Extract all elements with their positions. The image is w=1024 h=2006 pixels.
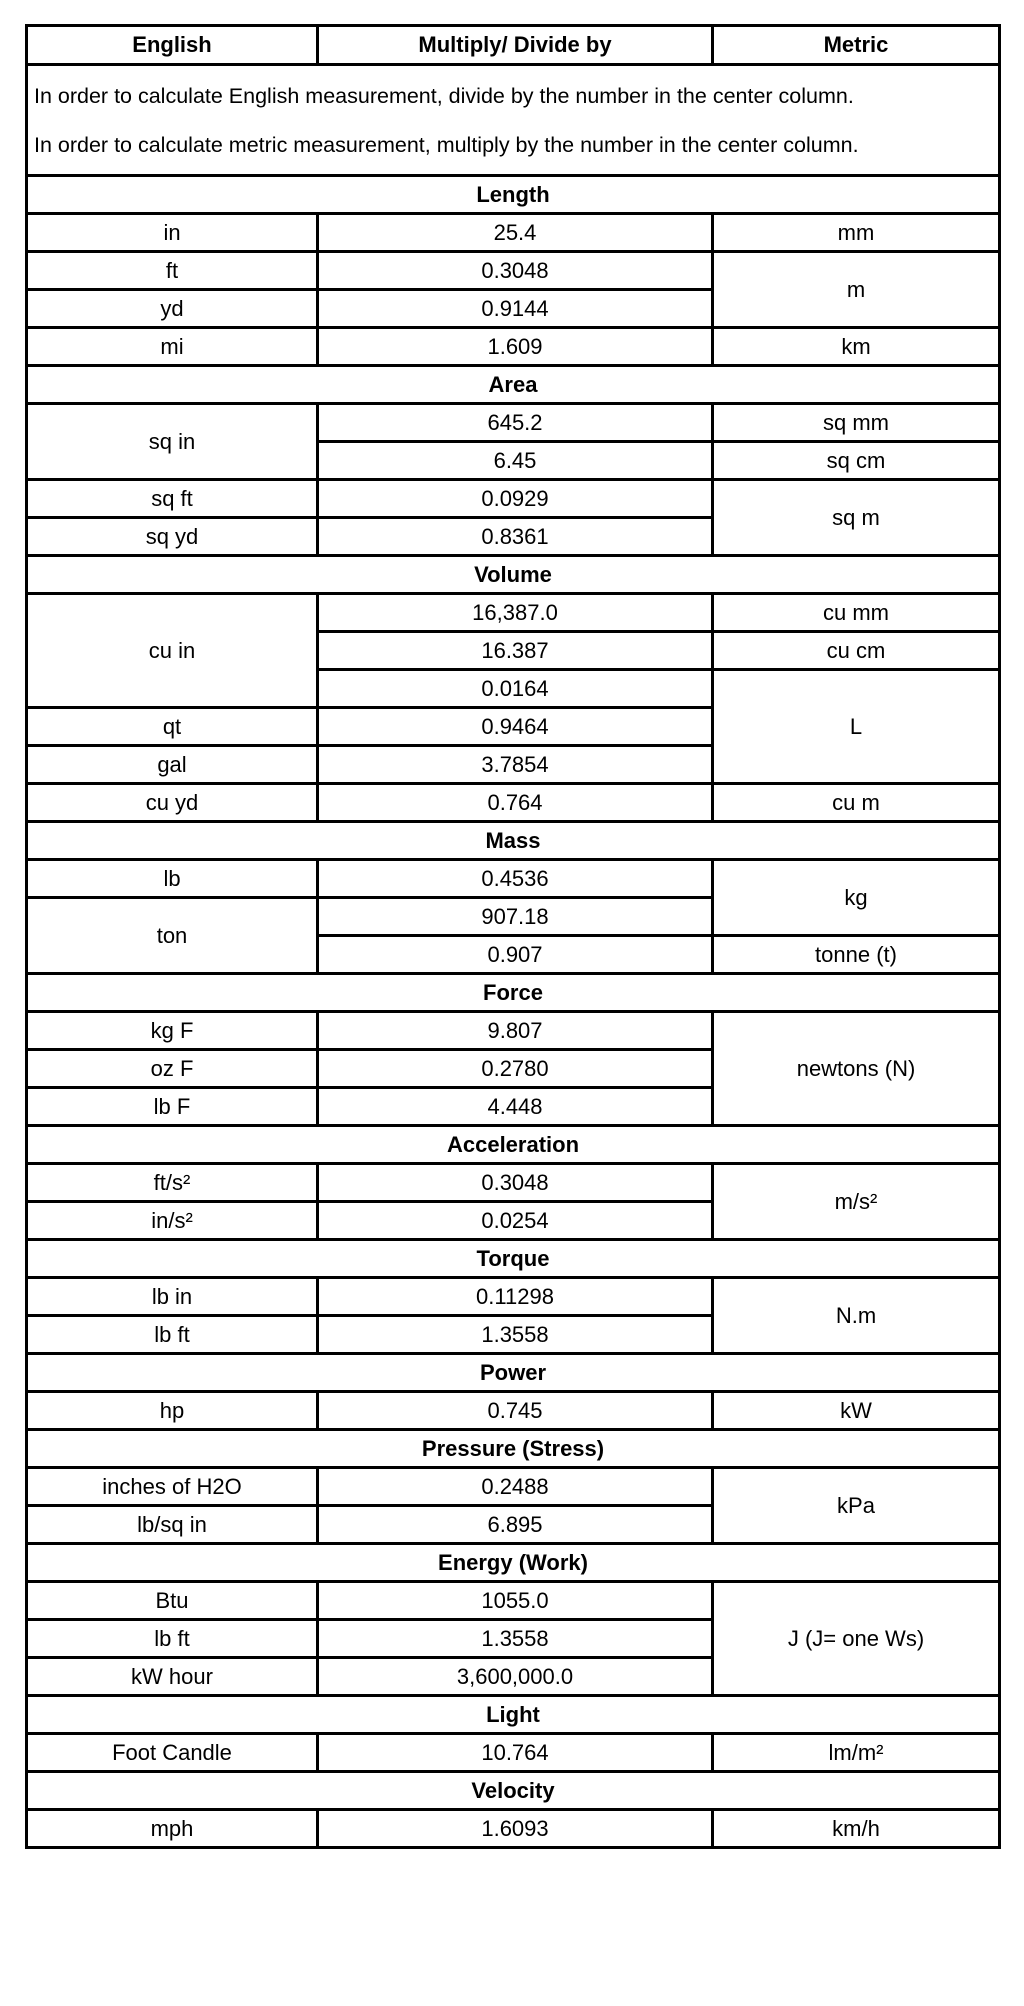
english-unit: oz F — [27, 1050, 318, 1088]
metric-unit: kW — [713, 1392, 1000, 1430]
factor: 25.4 — [318, 214, 713, 252]
factor: 3.7854 — [318, 746, 713, 784]
instruction-metric: In order to calculate metric measurement, multiply by the number in the center column. — [34, 132, 859, 157]
factor: 0.764 — [318, 784, 713, 822]
table-row — [27, 404, 1000, 442]
header-metric: Metric — [713, 26, 1000, 65]
section-pressure: Pressure (Stress) — [27, 1430, 1000, 1468]
metric-unit: km — [713, 328, 1000, 366]
english-unit: cu yd — [27, 784, 318, 822]
table-row — [27, 1582, 1000, 1620]
english-unit: cu in — [27, 594, 318, 708]
section-row — [27, 1240, 1000, 1278]
factor: 0.0929 — [318, 480, 713, 518]
factor: 1055.0 — [318, 1582, 713, 1620]
table-row — [27, 1278, 1000, 1316]
factor: 9.807 — [318, 1012, 713, 1050]
section-row — [27, 1696, 1000, 1734]
english-unit: lb in — [27, 1278, 318, 1316]
section-torque: Torque — [27, 1240, 1000, 1278]
metric-unit: sq m — [713, 480, 1000, 556]
conversion-table — [25, 24, 1001, 1849]
table-row — [27, 1734, 1000, 1772]
metric-unit: cu mm — [713, 594, 1000, 632]
english-unit: kW hour — [27, 1658, 318, 1696]
factor: 0.2488 — [318, 1468, 713, 1506]
metric-unit: mm — [713, 214, 1000, 252]
section-force: Force — [27, 974, 1000, 1012]
factor: 0.4536 — [318, 860, 713, 898]
metric-unit: sq cm — [713, 442, 1000, 480]
factor: 0.8361 — [318, 518, 713, 556]
metric-unit: J (J= one Ws) — [713, 1582, 1000, 1696]
header-english: English — [27, 26, 318, 65]
factor: 0.907 — [318, 936, 713, 974]
factor: 4.448 — [318, 1088, 713, 1126]
section-row — [27, 176, 1000, 214]
factor: 6.45 — [318, 442, 713, 480]
english-unit: lb ft — [27, 1620, 318, 1658]
table-row — [27, 252, 1000, 290]
factor: 0.9464 — [318, 708, 713, 746]
metric-unit: cu m — [713, 784, 1000, 822]
metric-unit: lm/m² — [713, 1734, 1000, 1772]
english-unit: gal — [27, 746, 318, 784]
section-row — [27, 974, 1000, 1012]
section-row — [27, 1430, 1000, 1468]
factor: 0.3048 — [318, 252, 713, 290]
english-unit: lb F — [27, 1088, 318, 1126]
factor: 16.387 — [318, 632, 713, 670]
table-row — [27, 1392, 1000, 1430]
table-row — [27, 1164, 1000, 1202]
section-area: Area — [27, 366, 1000, 404]
section-acceleration: Acceleration — [27, 1126, 1000, 1164]
factor: 10.764 — [318, 1734, 713, 1772]
factor: 3,600,000.0 — [318, 1658, 713, 1696]
table-row — [27, 1012, 1000, 1050]
metric-unit: km/h — [713, 1810, 1000, 1848]
metric-unit: newtons (N) — [713, 1012, 1000, 1126]
instructions — [27, 65, 1000, 176]
factor: 0.11298 — [318, 1278, 713, 1316]
metric-unit: L — [713, 670, 1000, 784]
factor: 0.745 — [318, 1392, 713, 1430]
table-row — [27, 1810, 1000, 1848]
section-light: Light — [27, 1696, 1000, 1734]
english-unit: lb — [27, 860, 318, 898]
english-unit: yd — [27, 290, 318, 328]
table-row — [27, 594, 1000, 632]
section-row — [27, 366, 1000, 404]
factor: 6.895 — [318, 1506, 713, 1544]
factor: 16,387.0 — [318, 594, 713, 632]
english-unit: sq in — [27, 404, 318, 480]
section-row — [27, 1354, 1000, 1392]
section-row — [27, 1544, 1000, 1582]
factor: 0.2780 — [318, 1050, 713, 1088]
section-energy: Energy (Work) — [27, 1544, 1000, 1582]
section-row — [27, 1772, 1000, 1810]
section-row — [27, 556, 1000, 594]
english-unit: hp — [27, 1392, 318, 1430]
factor: 1.3558 — [318, 1316, 713, 1354]
factor: 1.6093 — [318, 1810, 713, 1848]
english-unit: Foot Candle — [27, 1734, 318, 1772]
english-unit: inches of H2O — [27, 1468, 318, 1506]
english-unit: ft/s² — [27, 1164, 318, 1202]
metric-unit: kg — [713, 860, 1000, 936]
metric-unit: N.m — [713, 1278, 1000, 1354]
section-row — [27, 822, 1000, 860]
factor: 0.3048 — [318, 1164, 713, 1202]
metric-unit: cu cm — [713, 632, 1000, 670]
english-unit: lb/sq in — [27, 1506, 318, 1544]
metric-unit: tonne (t) — [713, 936, 1000, 974]
table-row — [27, 480, 1000, 518]
metric-unit: sq mm — [713, 404, 1000, 442]
factor: 0.9144 — [318, 290, 713, 328]
factor: 0.0254 — [318, 1202, 713, 1240]
table-row — [27, 1468, 1000, 1506]
factor: 0.0164 — [318, 670, 713, 708]
english-unit: sq yd — [27, 518, 318, 556]
english-unit: in/s² — [27, 1202, 318, 1240]
instruction-english: In order to calculate English measurement, divide by the number in the center column. — [34, 83, 854, 108]
section-velocity: Velocity — [27, 1772, 1000, 1810]
table-row — [27, 328, 1000, 366]
header-factor: Multiply/ Divide by — [318, 26, 713, 65]
table-row — [27, 860, 1000, 898]
section-volume: Volume — [27, 556, 1000, 594]
metric-unit: m/s² — [713, 1164, 1000, 1240]
section-power: Power — [27, 1354, 1000, 1392]
english-unit: ft — [27, 252, 318, 290]
table-row — [27, 784, 1000, 822]
factor: 907.18 — [318, 898, 713, 936]
english-unit: qt — [27, 708, 318, 746]
header-row — [27, 26, 1000, 65]
english-unit: ton — [27, 898, 318, 974]
section-row — [27, 1126, 1000, 1164]
english-unit: sq ft — [27, 480, 318, 518]
table-row — [27, 214, 1000, 252]
section-length: Length — [27, 176, 1000, 214]
english-unit: mph — [27, 1810, 318, 1848]
factor: 645.2 — [318, 404, 713, 442]
english-unit: kg F — [27, 1012, 318, 1050]
english-unit: in — [27, 214, 318, 252]
instructions-row — [27, 65, 1000, 176]
factor: 1.3558 — [318, 1620, 713, 1658]
metric-unit: kPa — [713, 1468, 1000, 1544]
english-unit: Btu — [27, 1582, 318, 1620]
metric-unit: m — [713, 252, 1000, 328]
english-unit: mi — [27, 328, 318, 366]
factor: 1.609 — [318, 328, 713, 366]
section-mass: Mass — [27, 822, 1000, 860]
english-unit: lb ft — [27, 1316, 318, 1354]
